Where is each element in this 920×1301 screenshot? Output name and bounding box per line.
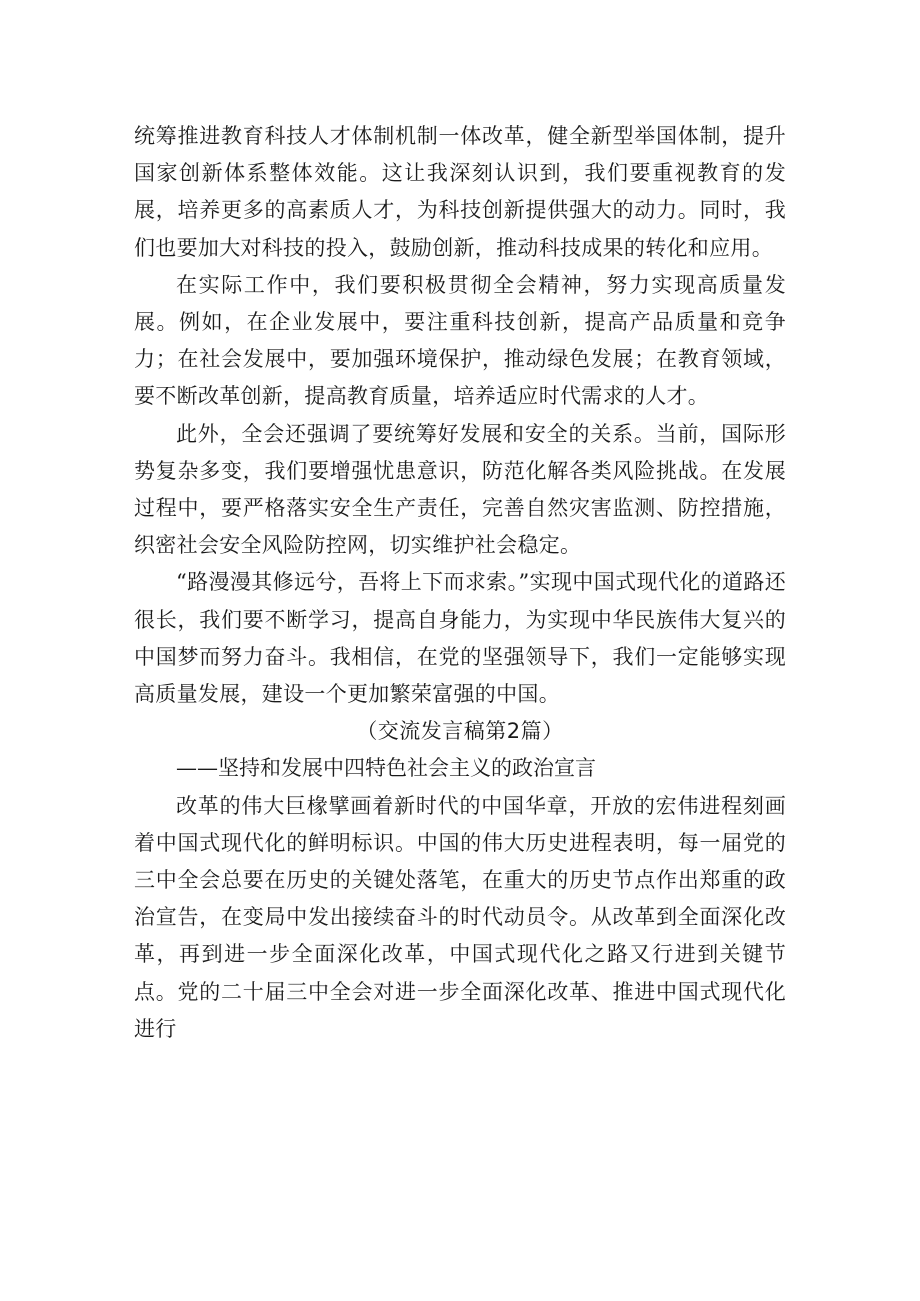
paragraph: 改革的伟大巨椽擘画着新时代的中国华章，开放的宏伟进程刻画着中国式现代化的鲜明标识。中国的伟大历史进程表明，每一届党的三中全会总要在历史的关键处落笔，在重大的历史节点作出郑重的政治宣告，在变局中发出接续奋斗的时代动员令。从改革到全面深化改革，再到进一步全面深化改革，中国式现代化之路又行进到关键节点。党的二十届三中全会对进一步全面深化改革、推进中国式现代化进行 (134, 793, 786, 1041)
section-title: （交流发言稿第2篇） (356, 719, 564, 744)
paragraph-continued: 统筹推进教育科技人才体制机制一体改革，健全新型举国体制，提升国家创新体系整体效能。这让我深刻认识到，我们要重视教育的发展，培养更多的高素质人才，为科技创新提供强大的动力。同时，我们也要加大对科技的投入，鼓励创新，推动科技成果的转化和应用。 (134, 124, 786, 260)
section-subtitle: ——坚持和发展中四特色社会主义的政治宣言 (176, 756, 596, 781)
document-body (134, 118, 786, 1048)
paragraph: 在实际工作中，我们要积极贯彻全会精神，努力实现高质量发展。例如，在企业发展中，要注重科技创新，提高产品质量和竞争力；在社会发展中，要加强环境保护，推动绿色发展；在教育领域，要不断改革创新，提高教育质量，培养适应时代需求的人才。 (134, 272, 786, 409)
paragraph: 此外，全会还强调了要统筹好发展和安全的关系。当前，国际形势复杂多变，我们要增强忧患意识，防范化解各类风险挑战。在发展过程中，要严格落实安全生产责任，完善自然灾害监测、防控措施，织密社会安全风险防控网，切实维护社会稳定。 (134, 421, 786, 558)
paragraph: “路漫漫其修远兮，吾将上下而求索。”实现中国式现代化的道路还很长，我们要不断学习，提高自身能力，为实现中华民族伟大复兴的中国梦而努力奋斗。我相信，在党的坚强领导下，我们一定能够实现高质量发展，建设一个更加繁荣富强的中国。 (134, 570, 786, 707)
